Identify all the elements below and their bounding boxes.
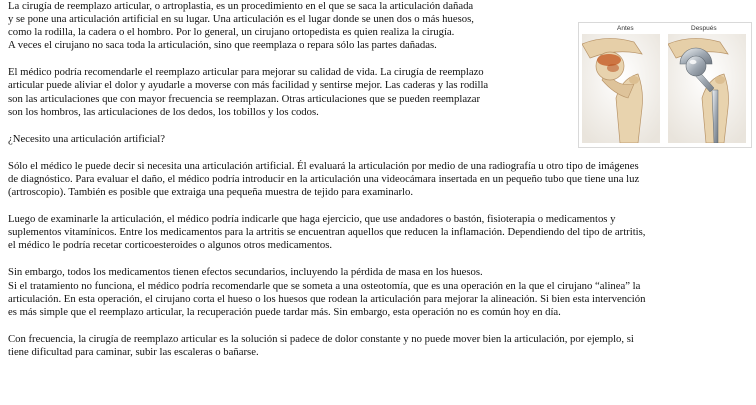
after-hip-image — [668, 34, 746, 143]
text-line: La cirugía de reemplazo articular, o artroplastia, es un procedimiento en el que se saca la articulación dañada — [8, 0, 474, 12]
text-line: Sólo el médico le puede decir si necesita una articulación artificial. Él evaluará la articulación por medio de una radiografía u otro tipo de imágenes — [8, 159, 639, 172]
text-line: articulación. En esta operación, el cirujano corta el hueso o los huesos que rodean la articulación para mejorar la alineación. Si bien esta intervención — [8, 292, 646, 305]
text-line: tiene dificultad para caminar, subir las escaleras o bañarse. — [8, 345, 259, 358]
paragraph-joint-replacement-definition — [8, 0, 568, 52]
paragraph-treatment-options — [8, 213, 756, 252]
intro-section — [8, 0, 568, 119]
text-line: ¿Necesito una articulación artificial? — [8, 132, 165, 145]
text-line: A veces el cirujano no saca toda la articulación, sino que reemplaza o repara sólo las partes dañadas. — [8, 39, 437, 52]
before-caption: Antes — [617, 25, 634, 32]
text-line: Luego de examinarle la articulación, el médico podría indicarle que haga ejercicio, que use andadores o bastón, fisioterapia o medicamentos y — [8, 213, 616, 226]
paragraph-doctor-evaluation — [8, 160, 756, 199]
hip-replacement-illustration — [578, 22, 752, 148]
after-caption: Después — [691, 25, 717, 32]
text-line: suplementos vitamínicos. Entre los medicamentos para la artritis se encuentran aquellos que reducen la inflamación. Dependiendo del tipo de artritis, — [8, 226, 646, 239]
text-line: el médico le podría recetar corticoesteroides o algunos otros medicamentos. — [8, 239, 333, 252]
text-line: y se pone una articulación artificial en su lugar. Una articulación es el lugar donde se unen dos o más huesos, — [8, 13, 474, 26]
paragraph-side-effects-osteotomy — [8, 266, 756, 318]
text-line: El médico podría recomendarle el reemplazo articular para mejorar su calidad de vida. La cirugía de reemplazo — [8, 66, 484, 79]
before-hip-image — [582, 34, 660, 143]
paragraph-when-surgery — [8, 333, 756, 359]
text-line: Con frecuencia, la cirugía de reemplazo articular es la solución si padece de dolor constante y no puede mover bien la articulación, por ejemplo, si — [8, 332, 634, 345]
text-line: Sin embargo, todos los medicamentos tienen efectos secundarios, incluyendo la pérdida de masa en los huesos. — [8, 266, 483, 279]
paragraph-reasons-for-replacement — [8, 66, 568, 118]
text-line: son los hombros, las articulaciones de los dedos, los tobillos y los codos. — [8, 105, 319, 118]
text-line: (artroscopio). También es posible que extraiga una pequeña muestra de tejido para examinarlo. — [8, 186, 414, 199]
text-line: son las articulaciones que con mayor frecuencia se reemplazan. Otras articulaciones que se pueden reemplazar — [8, 92, 481, 105]
text-line: como la rodilla, la cadera o el hombro. Por lo general, un cirujano ortopedista es quien realiza la cirugía. — [8, 26, 455, 39]
text-line: Si el tratamiento no funciona, el médico podría recomendarle que se someta a una osteotomía, que es una operación en la que el cirujano “alinea” la — [8, 279, 641, 292]
text-line: es más simple que el reemplazo articular, la recuperación puede tardar más. Sin embargo, esta operación no es común hoy en día. — [8, 305, 561, 318]
text-line: articular puede aliviar el dolor y ayudarle a moverse con más facilidad y sentirse mejor. Las caderas y las rodilla — [8, 79, 489, 92]
text-line: de diagnóstico. Para evaluar el daño, el médico podría introducir en la articulación una videocámara insertada en un pequeño tubo que tiene una luz — [8, 172, 640, 185]
